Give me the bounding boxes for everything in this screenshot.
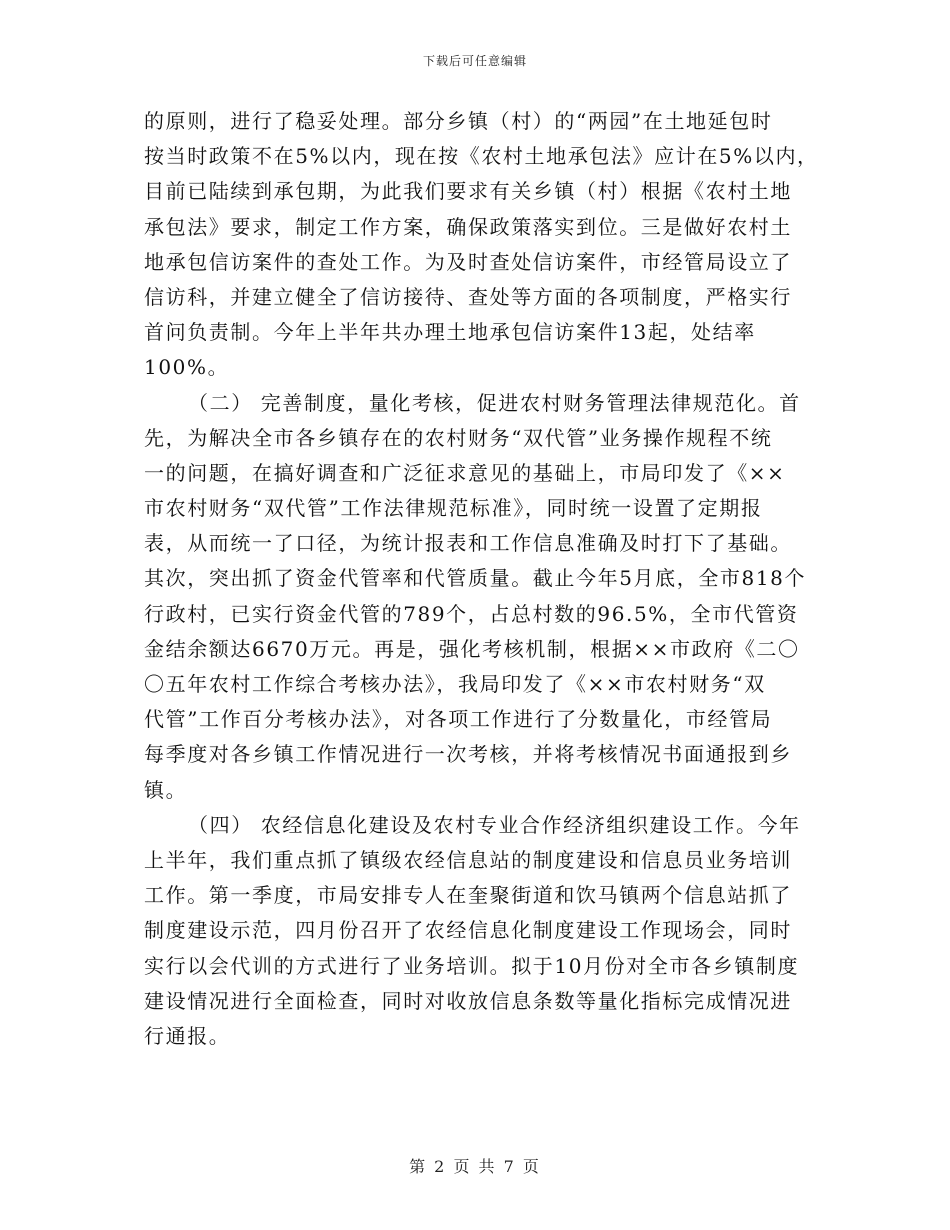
body-line: 按当时政策不在5%以内，现在按《农村土地承包法》应计在5%以内， [144, 144, 819, 169]
body-line: 制度建设示范，四月份召开了农经信息化制度建设工作现场会，同时 [144, 918, 792, 943]
body-line: 金结余额达6670万元。再是，强化考核机制，根据××市政府《二〇 [144, 636, 800, 661]
body-line: 目前已陆续到承包期，为此我们要求有关乡镇（村）根据《农村土地 [144, 179, 792, 204]
body-line: 承包法》要求，制定工作方案，确保政策落实到位。三是做好农村土 [144, 214, 792, 239]
body-line: 其次，突出抓了资金代管率和代管质量。截止今年5月底，全市818个 [144, 566, 807, 591]
body-line: 建设情况进行全面检查，同时对收放信息条数等量化指标完成情况进 [144, 988, 792, 1013]
document-body [144, 104, 819, 1054]
page-header: 下载后可任意编辑 [422, 54, 527, 68]
body-line: 地承包信访案件的查处工作。为及时查处信访案件，市经管局设立了 [144, 249, 792, 274]
body-line: 〇五年农村工作综合考核办法》，我局印发了《××市农村财务“双 [144, 672, 766, 696]
body-line: 工作。第一季度，市局安排专人在奎聚街道和饮马镇两个信息站抓了 [144, 883, 792, 908]
body-line: 表，从而统一了口径，为统计报表和工作信息准确及时打下了基础。 [144, 531, 792, 556]
body-line: 市农村财务“双代管”工作法律规范标准》，同时统一设置了定期报 [144, 496, 763, 521]
body-line: 的原则，进行了稳妥处理。部分乡镇（村）的“两园”在土地延包时 [144, 109, 773, 133]
body-line: 行通报。 [144, 1023, 231, 1048]
body-line: 镇。 [144, 777, 188, 802]
body-line: 行政村，已实行资金代管的789个，占总村数的96.5%，全市代管资 [144, 601, 799, 626]
body-line: 一的问题，在搞好调查和广泛征求意见的基础上，市局印发了《×× [144, 460, 786, 485]
body-line: 100%。 [144, 355, 230, 380]
section-heading-line: （四） 农经信息化建设及农村专业合作经济组织建设工作。今年 [188, 812, 801, 837]
page-number: 第 2 页 共 7 页 [409, 1157, 541, 1176]
section-heading-line: （二） 完善制度，量化考核，促进农村财务管理法律规范化。首 [188, 390, 801, 415]
body-line: 实行以会代训的方式进行了业务培训。拟于10月份对全市各乡镇制度 [144, 953, 800, 978]
body-line: 上半年，我们重点抓了镇级农经信息站的制度建设和信息员业务培训 [144, 847, 792, 872]
body-line: 首问负责制。今年上半年共办理土地承包信访案件13起，处结率 [144, 320, 756, 345]
body-line: 先，为解决全市各乡镇存在的农村财务“双代管”业务操作规程不统 [144, 425, 773, 450]
body-line: 每季度对各乡镇工作情况进行一次考核，并将考核情况书面通报到乡 [144, 742, 792, 767]
body-line: 信访科，并建立健全了信访接待、查处等方面的各项制度，严格实行 [144, 284, 792, 309]
body-line: 代管”工作百分考核办法》，对各项工作进行了分数量化，市经管局 [144, 707, 773, 732]
